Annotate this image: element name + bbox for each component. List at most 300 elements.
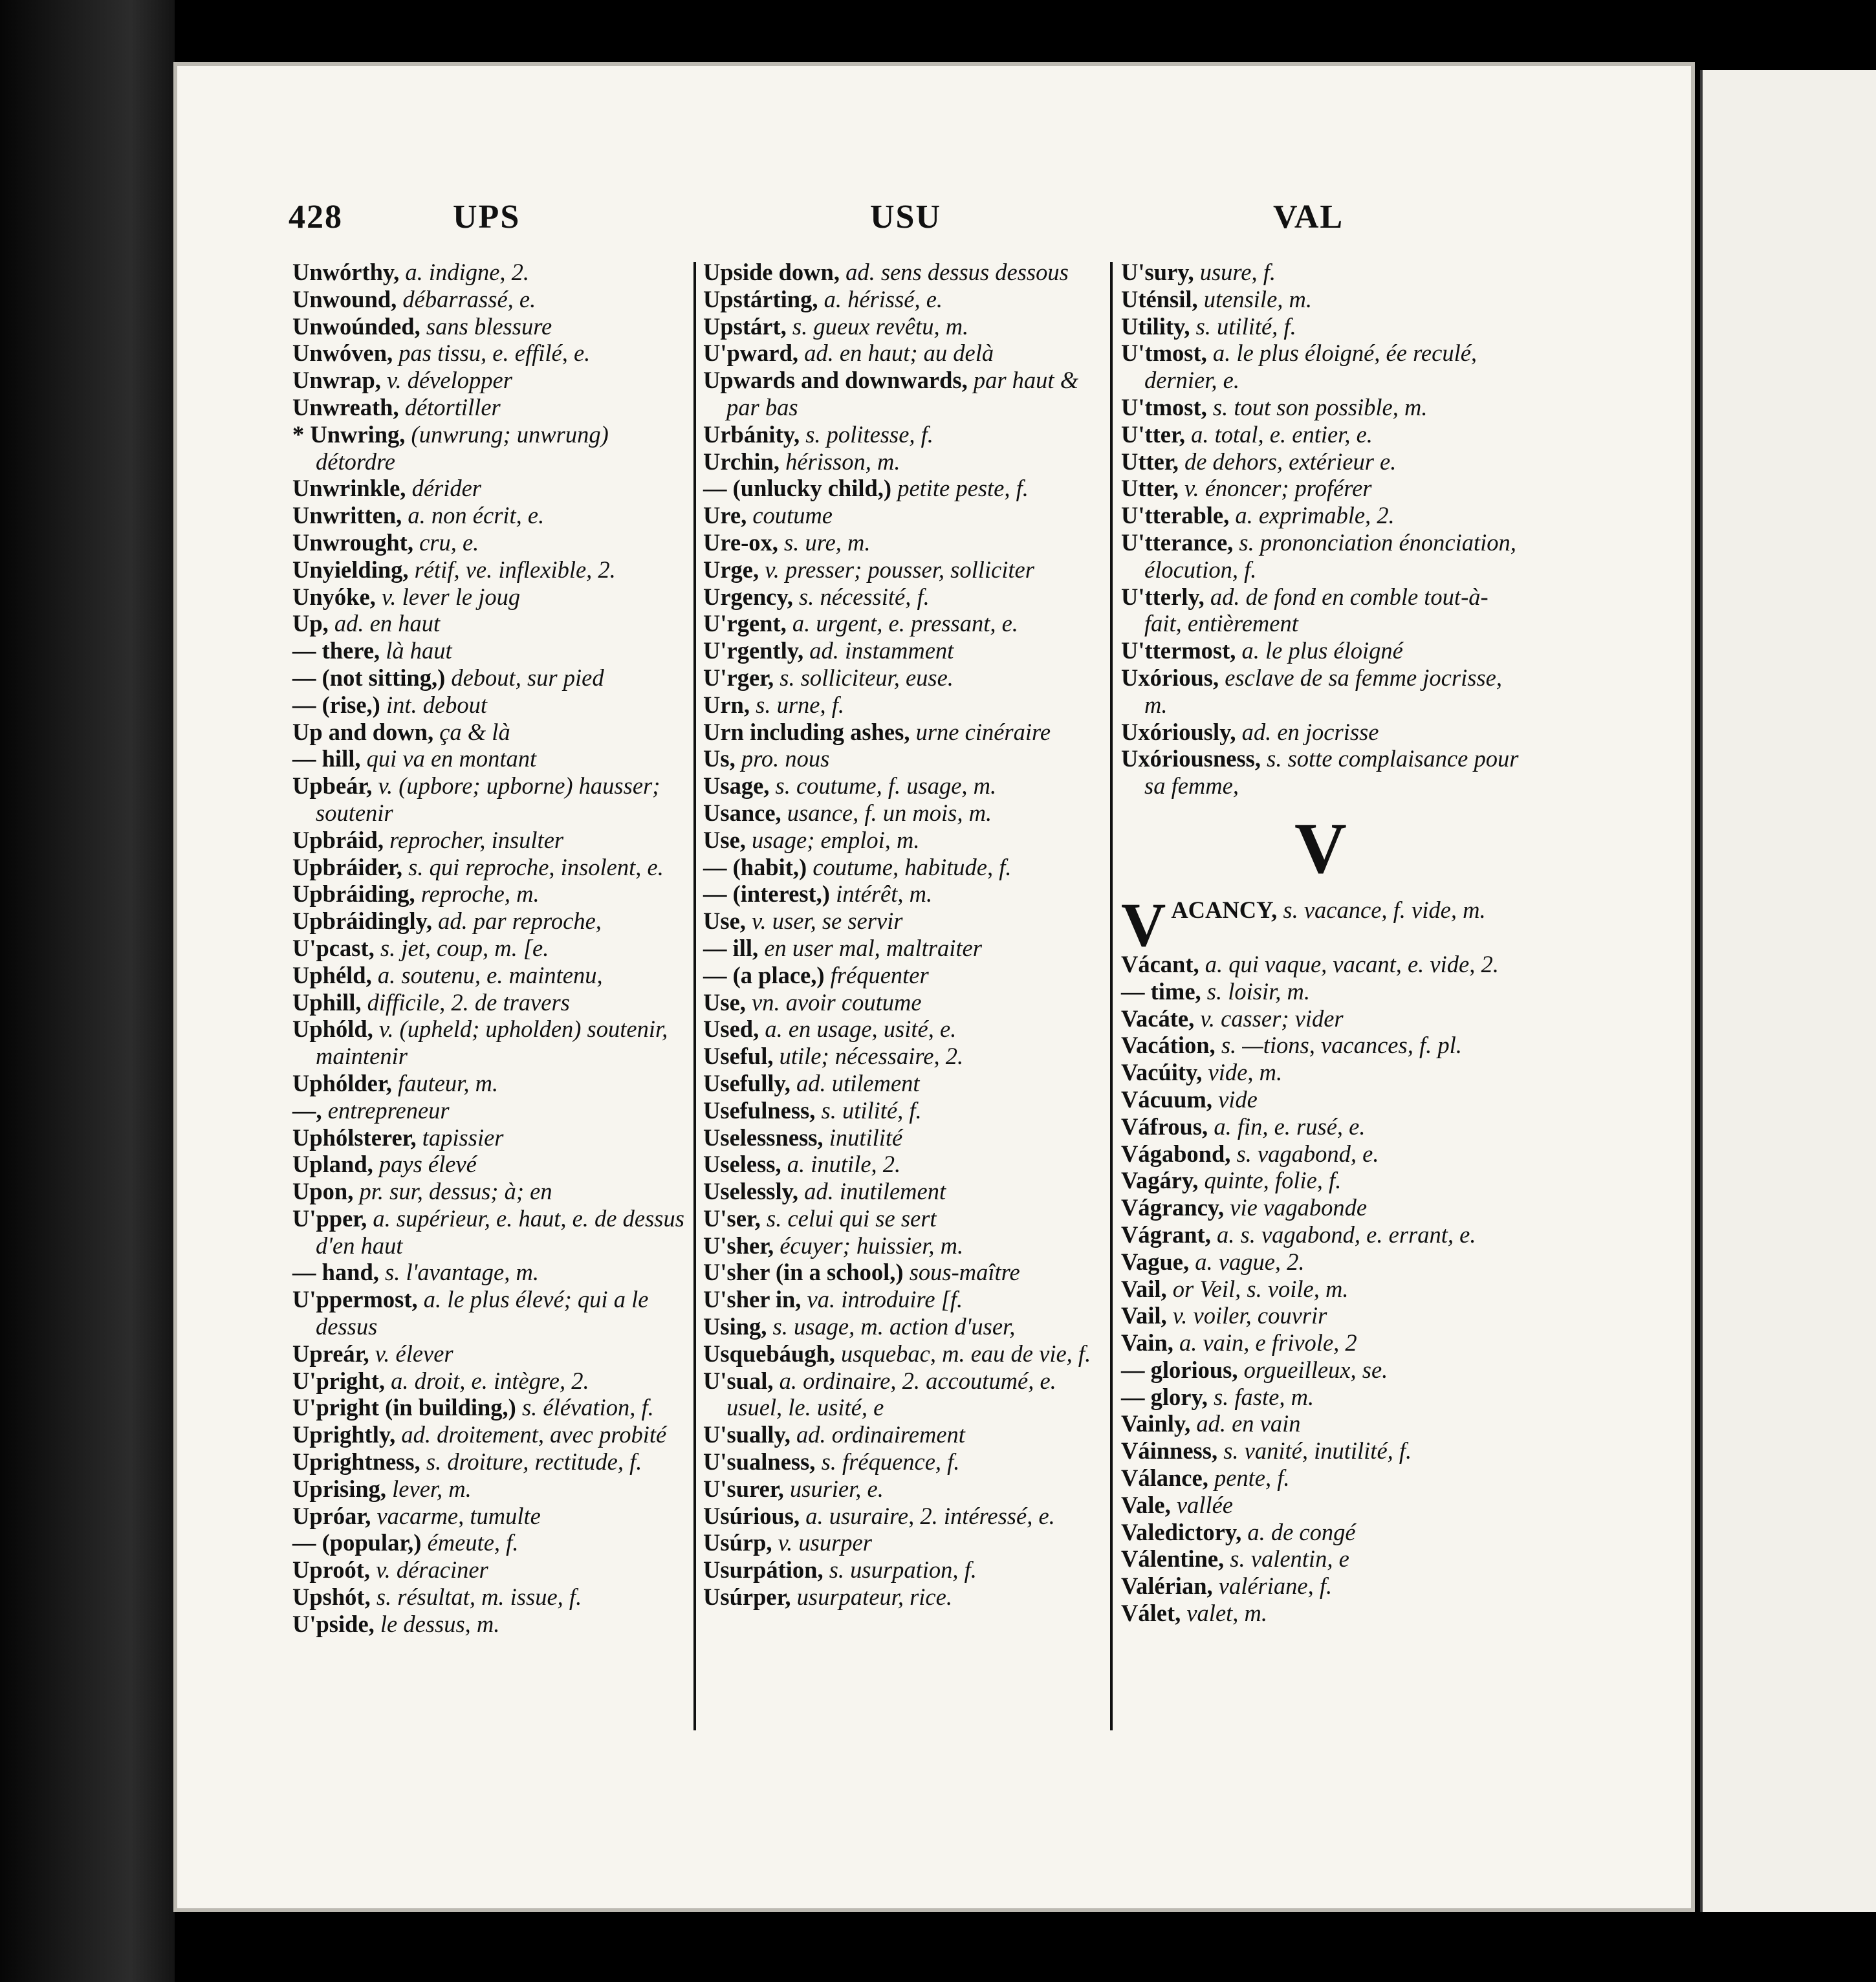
entry-headword: U'pward, [703,340,799,367]
dictionary-entry [703,286,1104,313]
dictionary-entry [703,1421,1104,1448]
entry-translation: a. s. vagabond, e. errant, e. [1210,1221,1476,1248]
entry-headword: Urge, [703,556,759,583]
entry-translation: s. résultat, m. issue, f. [370,1584,582,1611]
entry-translation: v. lever le joug [375,583,521,610]
dictionary-entry [703,854,1104,881]
entry-headword: U'pright, [292,1367,385,1394]
entry-headword: Usefully, [703,1069,791,1096]
entry-translation: a. le plus éloigné, ée reculé, dernier, e. [1144,340,1478,394]
entry-translation: usquebac, m. eau de vie, f. [834,1340,1091,1367]
dictionary-entry [1121,529,1522,583]
entry-headword: Unwrought, [292,528,413,556]
entry-headword: Uprightness, [292,1448,420,1476]
entry-translation: débarrassé, e. [397,285,536,312]
entry-translation: s. celui qui se sert [760,1204,937,1232]
entry-headword: Unwritten, [292,502,402,529]
dictionary-entry [292,313,693,340]
dictionary-entry [1121,1573,1522,1600]
dictionary-entry [292,475,693,502]
entry-headword: Used, [703,1016,759,1043]
entry-translation: s. coutume, f. usage, m. [769,772,997,800]
entry-translation: v. usurper [772,1529,872,1556]
entry-headword: U'tterly, [1121,583,1205,610]
dictionary-entry [703,1016,1104,1043]
entry-translation: vie vagabonde [1224,1194,1368,1221]
dictionary-entry [1121,1329,1522,1356]
dictionary-entry [292,502,693,529]
entry-headword: U'tter, [1121,420,1185,448]
entry-headword: — ill, [703,934,759,961]
entry-translation: usurier, e. [783,1475,884,1502]
entry-translation: esclave de sa femme jocrisse, m. [1144,664,1502,718]
entry-translation: utensile, m. [1197,285,1313,312]
dictionary-entry [1121,1140,1522,1168]
entry-translation: a. total, e. entier, e. [1185,420,1373,448]
dictionary-entry [292,719,693,746]
dictionary-entry [703,827,1104,854]
dictionary-entry [1121,1248,1522,1276]
column-divider [1110,262,1113,1730]
entry-headword: Us, [703,745,736,772]
entry-headword: U'sualness, [703,1448,816,1476]
entry-translation: a. le plus élevé; qui a le dessus [316,1286,649,1340]
entry-headword: Valedictory, [1121,1518,1242,1545]
dictionary-entry [1121,1545,1522,1573]
dictionary-entry [292,367,693,394]
entry-headword: Unwrap, [292,367,381,394]
entry-translation: int. debout [380,691,488,718]
entry-headword: U'rgently, [703,637,804,664]
entry-headword: Uprising, [292,1475,387,1502]
entry-translation: usance, f. un mois, m. [781,799,992,826]
entry-translation: v. développer [380,367,512,394]
dictionary-entry [292,962,693,989]
entry-translation: a. urgent, e. pressant, e. [786,610,1018,637]
entry-headword: U'sual, [703,1367,774,1394]
entry-headword: Upside down, [703,259,840,285]
entry-headword: Unwórthy, [292,259,400,285]
entry-translation: s. usurpation, f. [823,1556,977,1584]
entry-headword: Urn including ashes, [703,718,910,745]
dictionary-entry [292,1124,693,1151]
entry-headword: Usúrper, [703,1584,791,1611]
dictionary-entry [1121,259,1522,286]
dictionary-entry [292,1476,693,1503]
dictionary-entry [1121,1059,1522,1086]
entry-headword: U'sury, [1121,259,1194,285]
dictionary-entry [1121,583,1522,638]
dictionary-entry [1121,1410,1522,1437]
guide-word-right: VAL [1273,199,1344,235]
entry-headword: Usage, [703,772,770,800]
entry-translation: s. utilité, f. [815,1096,922,1124]
dictionary-entry [1121,394,1522,421]
entry-headword: Upshót, [292,1584,371,1611]
entry-translation: a. fin, e. rusé, e. [1208,1113,1366,1140]
entry-translation: s. vagabond, e. [1230,1140,1379,1167]
entry-headword: Vail, [1121,1275,1167,1302]
entry-headword: Unyielding, [292,556,409,583]
entry-headword: Vale, [1121,1491,1171,1518]
dictionary-entry [292,692,693,719]
dictionary-entry [1121,313,1522,340]
dictionary-entry [1121,1032,1522,1059]
dictionary-entry [703,1367,1104,1422]
dictionary-entry [703,692,1104,719]
entry-headword: Utility, [1121,312,1190,340]
entry-translation: a. de congé [1241,1518,1356,1545]
dictionary-entry [1121,951,1522,978]
entry-headword: U'ttermost, [1121,637,1236,664]
entry-headword: Uxórious, [1121,664,1219,691]
entry-translation: rétif, ve. inflexible, 2. [408,556,616,583]
dictionary-entry [292,1286,693,1340]
dictionary-entry [703,935,1104,962]
entry-headword: U'pside, [292,1610,375,1637]
entry-headword: Usurpátion, [703,1556,823,1584]
entry-headword: — (habit,) [703,853,807,880]
entry-translation: ad. droitement, avec probité [395,1421,667,1448]
dictionary-entry [1121,1276,1522,1303]
dictionary-entry [292,908,693,935]
dictionary-entry [292,1205,693,1259]
entry-translation: détortiller [398,393,501,420]
entry-translation: vn. avoir coutume [745,988,922,1016]
dictionary-entry [292,880,693,908]
entry-headword: Useful, [703,1043,774,1070]
dictionary-entry [1121,475,1522,502]
entry-translation: s. valentin, e [1224,1545,1349,1573]
entry-translation: vide, m. [1202,1059,1283,1086]
entry-translation: vallée [1170,1491,1233,1518]
dictionary-column-3 [1121,259,1522,1627]
entry-headword: U'pcast, [292,934,375,961]
dictionary-entry [1121,1302,1522,1329]
entry-translation: usage; emploi, m. [745,826,920,853]
dictionary-entry [1121,1384,1522,1411]
entry-translation: s. ure, m. [778,528,871,556]
entry-translation: v. élever [369,1340,453,1367]
entry-translation: ad. instamment [803,637,954,664]
entry-headword: Usquebáugh, [703,1340,835,1367]
dictionary-entry [703,1124,1104,1151]
entry-headword: Upwards and downwards, [703,367,968,394]
dictionary-entry [703,1232,1104,1259]
dictionary-entry [292,1448,693,1476]
entry-translation: a. hérissé, e. [818,285,943,312]
dictionary-entry [1121,1519,1522,1546]
dictionary-entry [703,259,1104,286]
entry-translation: a. le plus éloigné [1236,637,1403,664]
entry-translation: s. urne, f. [749,691,844,718]
page-number: 428 [289,199,343,235]
guide-word-center: USU [870,199,942,235]
adjacent-page-edge [1700,70,1876,1912]
entry-headword: Upland, [292,1151,373,1178]
entry-headword: Ure, [703,502,747,529]
dictionary-entry [1121,889,1522,959]
entry-translation: s. gueux revêtu, m. [786,312,969,340]
entry-translation: par haut & par bas [726,367,1079,420]
drop-cap: V [1121,889,1166,959]
dictionary-entry [292,286,693,313]
dictionary-entry [292,259,693,286]
entry-headword: Uténsil, [1121,285,1198,312]
dictionary-entry [703,1097,1104,1124]
dictionary-entry [703,908,1104,935]
entry-headword: Uprightly, [292,1421,396,1448]
entry-translation: s. vacance, f. vide, m. [1277,896,1486,923]
dictionary-entry [292,556,693,583]
entry-headword: Uphólder, [292,1069,392,1096]
entry-headword: U'rger, [703,664,774,691]
entry-headword: — hill, [292,745,361,772]
dictionary-entry [292,1394,693,1421]
entry-translation: inutilité [823,1124,903,1151]
entry-headword: — there, [292,637,380,664]
entry-headword: Upbráid, [292,826,384,853]
entry-headword: — (a place,) [703,961,825,988]
entry-headword: Uxóriousness, [1121,745,1261,772]
entry-headword: Usúrp, [703,1529,772,1556]
entry-headword: Vail, [1121,1302,1167,1329]
entry-translation: a. indigne, 2. [399,259,530,285]
entry-headword: — time, [1121,977,1201,1005]
entry-translation: difficile, 2. de travers [361,988,570,1016]
entry-translation: ad. par reproche, [432,908,602,935]
entry-headword: — (unlucky child,) [703,475,892,502]
entry-translation: émeute, f. [421,1529,519,1556]
dictionary-entry [292,1097,693,1124]
dictionary-entry [1121,745,1522,800]
entry-translation: ça & là [433,718,510,745]
entry-translation: v. énoncer; proférer [1178,475,1372,502]
dictionary-entry [1121,502,1522,529]
dictionary-entry [292,745,693,772]
guide-word-left: UPS [453,199,521,235]
entry-translation: a. supérieur, e. haut, e. de dessus d'en haut [316,1204,684,1259]
dictionary-entry [292,1556,693,1584]
dictionary-entry [292,1340,693,1367]
entry-headword: Vain, [1121,1329,1173,1356]
entry-translation: a. non écrit, e. [402,502,545,529]
entry-translation: qui va en montant [360,745,537,772]
dictionary-entry [292,1367,693,1395]
entry-translation: valet, m. [1181,1600,1268,1627]
dictionary-entry [703,1340,1104,1367]
entry-translation: a. vain, e frivole, 2 [1173,1329,1357,1356]
entry-headword: Unwoúnded, [292,312,420,340]
dictionary-entry [703,719,1104,746]
entry-headword: Vágrancy, [1121,1194,1225,1221]
dictionary-entry [703,367,1104,421]
entry-headword: Vacátion, [1121,1032,1216,1059]
dictionary-entry [292,1421,693,1448]
entry-translation: ad. en haut; au delà [798,340,994,367]
dictionary-entry [703,1043,1104,1070]
dictionary-entry [1121,286,1522,313]
dictionary-entry [1121,719,1522,746]
dictionary-entry [1121,664,1522,719]
dictionary-entry [292,1503,693,1530]
dictionary-entry [703,421,1104,448]
dictionary-entry [703,772,1104,800]
dictionary-entry [1121,448,1522,475]
entry-translation: v. (upheld; upholden) soutenir, maintenir [316,1016,668,1070]
dictionary-entry [703,1151,1104,1178]
dictionary-entry [1121,1600,1522,1627]
entry-headword: — (interest,) [703,880,830,908]
dictionary-entry [703,1286,1104,1313]
entry-translation: s. usage, m. action d'user, [767,1313,1016,1340]
entry-translation: s. nécessité, f. [792,583,930,610]
entry-translation: a. en usage, usité, e. [759,1016,957,1043]
dictionary-entry [703,1556,1104,1584]
dictionary-entry [703,583,1104,611]
entry-headword: Vagáry, [1121,1167,1199,1194]
entry-headword: Vacáte, [1121,1005,1195,1032]
entry-headword: Upstárting, [703,285,818,312]
entry-translation: utile; nécessaire, 2. [773,1043,964,1070]
entry-translation: (unwrung; unwrung) détordre [316,420,609,475]
entry-headword: Uphill, [292,988,362,1016]
entry-translation: ad. en haut [328,610,441,637]
entry-headword: Upbráiding, [292,880,415,908]
dictionary-entry [1121,1492,1522,1519]
entry-translation: s. tout son possible, m. [1206,393,1428,420]
entry-headword: — glorious, [1121,1356,1238,1383]
entry-translation: va. introduire [f. [801,1286,963,1313]
dictionary-entry [703,800,1104,827]
entry-translation: reprocher, insulter [383,826,564,853]
entry-headword: U'sher (in a school,) [703,1259,904,1286]
entry-translation: a. inutile, 2. [781,1151,901,1178]
dictionary-entry [1121,1465,1522,1492]
dictionary-entry [703,610,1104,637]
entry-headword: — glory, [1121,1383,1208,1410]
entry-translation: fauteur, m. [391,1069,499,1096]
entry-translation: là haut [380,637,452,664]
entry-headword: Utter, [1121,475,1179,502]
dictionary-entry [703,1503,1104,1530]
dictionary-entry [703,880,1104,908]
entry-translation: s. —tions, vacances, f. pl. [1215,1032,1462,1059]
entry-translation: s. solliciteur, euse. [774,664,954,691]
entry-headword: Usúrious, [703,1502,800,1529]
entry-headword: U'pper, [292,1204,367,1232]
entry-headword: Uphóld, [292,1016,373,1043]
entry-headword: Urbánity, [703,420,800,448]
entry-translation: a. qui vaque, vacant, e. vide, 2. [1199,950,1499,977]
entry-translation: or Veil, s. voile, m. [1166,1275,1349,1302]
entry-headword: Upreár, [292,1340,369,1367]
entry-headword: Uselessly, [703,1178,799,1205]
entry-translation: a. soutenu, e. maintenu, [371,961,603,988]
entry-translation: ad. sens dessus dessous [839,259,1069,285]
entry-translation: v. casser; vider [1194,1005,1344,1032]
entry-translation: usurpateur, rice. [791,1584,952,1611]
entry-headword: U'ser, [703,1204,761,1232]
entry-headword: Upstárt, [703,312,787,340]
entry-headword: — hand, [292,1259,379,1286]
entry-headword: U'rgent, [703,610,787,637]
dictionary-entry [703,962,1104,989]
dictionary-entry [703,475,1104,502]
dictionary-entry [292,772,693,827]
entry-headword: Unwound, [292,285,397,312]
entry-headword: Uxóriously, [1121,718,1236,745]
entry-translation: v. déraciner [369,1556,488,1584]
entry-headword: Unyóke, [292,583,376,610]
entry-headword: Vague, [1121,1248,1190,1275]
entry-translation: v. user, se servir [745,908,903,935]
entry-translation: hérisson, m. [779,448,900,475]
dictionary-entry [703,340,1104,367]
dictionary-entry [1121,637,1522,664]
entry-translation: quinte, folie, f. [1198,1167,1342,1194]
entry-headword: — (rise,) [292,691,380,718]
entry-translation: en user mal, maltraiter [758,934,982,961]
dictionary-entry [292,637,693,664]
dictionary-entry [703,313,1104,340]
entry-headword: U'surer, [703,1475,784,1502]
entry-headword: U'ppermost, [292,1286,418,1313]
entry-headword: U'sher, [703,1232,774,1259]
entry-headword: Ure-ox, [703,528,778,556]
entry-headword: Urn, [703,691,750,718]
entry-translation: s. prononciation énonciation, élocution, f. [1144,528,1516,583]
dictionary-column-1 [292,259,693,1638]
dictionary-entry [1121,421,1522,448]
entry-headword: Use, [703,826,746,853]
entry-headword: Upbráidingly, [292,908,433,935]
dictionary-entry [292,664,693,692]
dictionary-entry [703,1259,1104,1286]
entry-translation: a. ordinaire, 2. accoutumé, e. usuel, le. usité, e [726,1367,1056,1421]
dictionary-entry [703,529,1104,556]
entry-translation: coutume [747,502,833,529]
dictionary-entry [703,1476,1104,1503]
entry-translation: sous-maître [903,1259,1020,1286]
entry-headword: Vágabond, [1121,1140,1231,1167]
dictionary-entry [703,1448,1104,1476]
entry-headword: Váfrous, [1121,1113,1208,1140]
entry-translation: cru, e. [413,528,479,556]
entry-translation: debout, sur pied [445,664,604,691]
entry-translation: ad. de fond en comble tout-à-fait, entièrement [1144,583,1489,637]
entry-headword: — (popular,) [292,1529,422,1556]
dictionary-entry [292,989,693,1016]
dictionary-entry [1121,1221,1522,1248]
entry-headword: Using, [703,1313,767,1340]
book-binding-edge [0,0,175,1982]
entry-translation: v. voiler, couvrir [1166,1302,1327,1329]
dictionary-entry [292,1529,693,1556]
entry-headword: ACANCY, [1171,896,1278,923]
entry-translation: de dehors, extérieur e. [1178,448,1397,475]
entry-headword: Usefulness, [703,1096,816,1124]
entry-translation: ad. utilement [790,1069,920,1096]
entry-translation: s. faste, m. [1207,1383,1314,1410]
entry-headword: * Unwring, [292,420,406,448]
dictionary-entry [703,1313,1104,1340]
entry-translation: usure, f. [1194,259,1276,285]
dictionary-entry [292,1259,693,1286]
entry-translation: lever, m. [386,1475,472,1502]
dictionary-entry [703,448,1104,475]
dictionary-entry [292,1611,693,1638]
